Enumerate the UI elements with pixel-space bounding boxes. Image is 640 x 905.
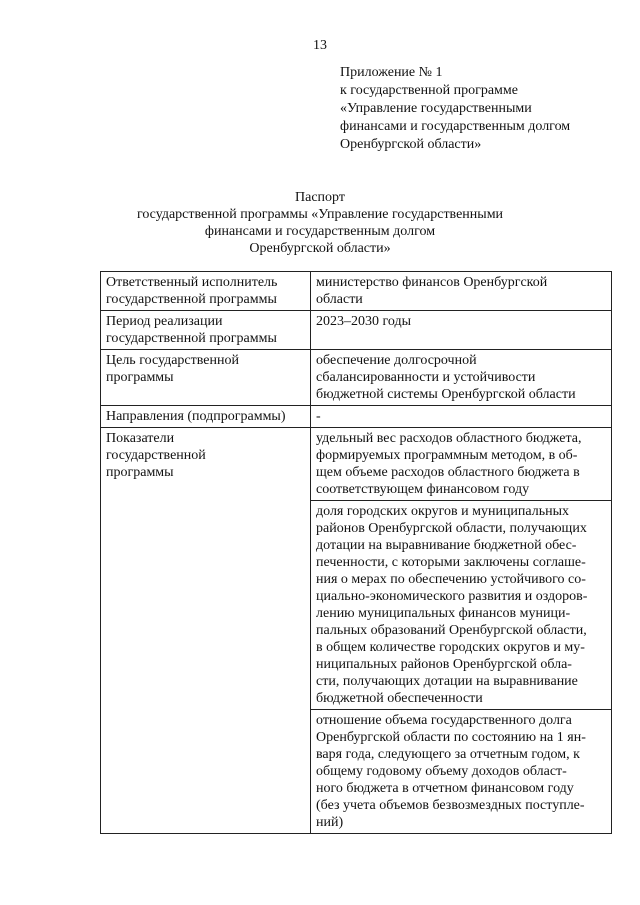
indicator-line: печенности, с которыми заключены соглаше- — [316, 555, 586, 570]
appendix-line: к государственной программе — [340, 83, 518, 98]
indicator-line: районов Оренбургской области, получающих — [316, 521, 587, 536]
indicator-line: дотации на выравнивание бюджетной обес- — [316, 538, 577, 553]
indicator-line: пальных образований Оренбургской области, — [316, 623, 587, 638]
indicator-cell — [311, 428, 612, 501]
indicator-line: доля городских округов и муниципальных — [316, 504, 570, 519]
appendix-line: «Управление государственными — [340, 101, 532, 116]
row-label: программы — [106, 465, 174, 480]
indicator-line: (без учета объемов безвозмездных поступле- — [316, 798, 585, 813]
row-label: программы — [106, 370, 174, 385]
row-label: Цель государственной — [106, 353, 239, 368]
appendix-line: Оренбургской области» — [340, 137, 482, 152]
row-label: Направления (подпрограммы) — [106, 409, 286, 424]
row-value-cell — [311, 272, 612, 311]
title-line: финансами и государственным долгом — [204, 224, 436, 239]
indicator-line: ного бюджета в отчетном финансовом году — [316, 781, 574, 796]
indicator-line: в общем количестве городских округов и му- — [316, 640, 585, 655]
indicator-cell — [311, 710, 612, 834]
row-label-cell — [101, 406, 311, 428]
appendix-line: финансами и государственным долгом — [340, 119, 571, 134]
table-row — [101, 272, 612, 311]
row-value: 2023–2030 годы — [316, 314, 412, 329]
indicator-line: циально-экономического развития и оздоров- — [316, 589, 588, 604]
passport-table — [100, 271, 612, 834]
table-row — [101, 406, 612, 428]
indicator-cell — [311, 501, 612, 710]
row-value: сбалансированности и устойчивости — [316, 370, 536, 385]
row-value: бюджетной системы Оренбургской области — [316, 387, 576, 402]
table-row — [101, 311, 612, 350]
row-label: Показатели — [106, 431, 175, 446]
indicator-line: удельный вес расходов областного бюджета, — [316, 431, 582, 446]
title-line: Оренбургской области» — [249, 241, 391, 256]
table-row — [101, 350, 612, 406]
indicator-line: ния о мерах по обеспечению устойчивого со- — [316, 572, 586, 587]
indicator-line: Оренбургской области по состоянию на 1 ян- — [316, 730, 586, 745]
row-label-cell — [101, 272, 311, 311]
row-value-cell — [311, 406, 612, 428]
indicator-line: общему годовому объему доходов област- — [316, 764, 567, 779]
page-number: 13 — [313, 38, 327, 53]
row-value-cell — [311, 350, 612, 406]
indicator-line: сти, получающих дотации на выравнивание — [316, 674, 578, 689]
row-label-cell — [101, 311, 311, 350]
indicator-line: ний) — [316, 815, 344, 830]
indicator-line: ниципальных районов Оренбургской обла- — [316, 657, 572, 672]
appendix-line: Приложение № 1 — [340, 65, 443, 80]
title-line: государственной программы «Управление государственными — [136, 207, 504, 222]
row-label: государственной программы — [106, 292, 277, 307]
appendix-note — [340, 64, 630, 154]
row-label-cell — [101, 350, 311, 406]
row-label: Ответственный исполнитель — [106, 275, 278, 290]
indicator-line: отношение объема государственного долга — [316, 713, 572, 728]
row-label: Период реализации — [106, 314, 223, 329]
row-value: - — [316, 409, 321, 424]
row-value: министерство финансов Оренбургской — [316, 275, 548, 290]
row-value: обеспечение долгосрочной — [316, 353, 477, 368]
indicator-line: щем объеме расходов областного бюджета в — [316, 465, 580, 480]
indicator-line: варя года, следующего за отчетным годом, к — [316, 747, 580, 762]
row-value-cell — [311, 311, 612, 350]
row-label: государственной — [106, 448, 206, 463]
row-label: государственной программы — [106, 331, 277, 346]
indicator-line: формируемых программным методом, в об- — [316, 448, 578, 463]
row-value: области — [316, 292, 363, 307]
indicator-line: соответствующем финансовом году — [316, 482, 530, 497]
document-title — [0, 189, 640, 257]
indicators-label-cell — [101, 428, 311, 834]
title-line: Паспорт — [295, 190, 345, 205]
table-row — [101, 428, 612, 501]
indicator-line: лению муниципальных финансов муници- — [316, 606, 571, 621]
indicator-line: бюджетной обеспеченности — [316, 691, 483, 706]
